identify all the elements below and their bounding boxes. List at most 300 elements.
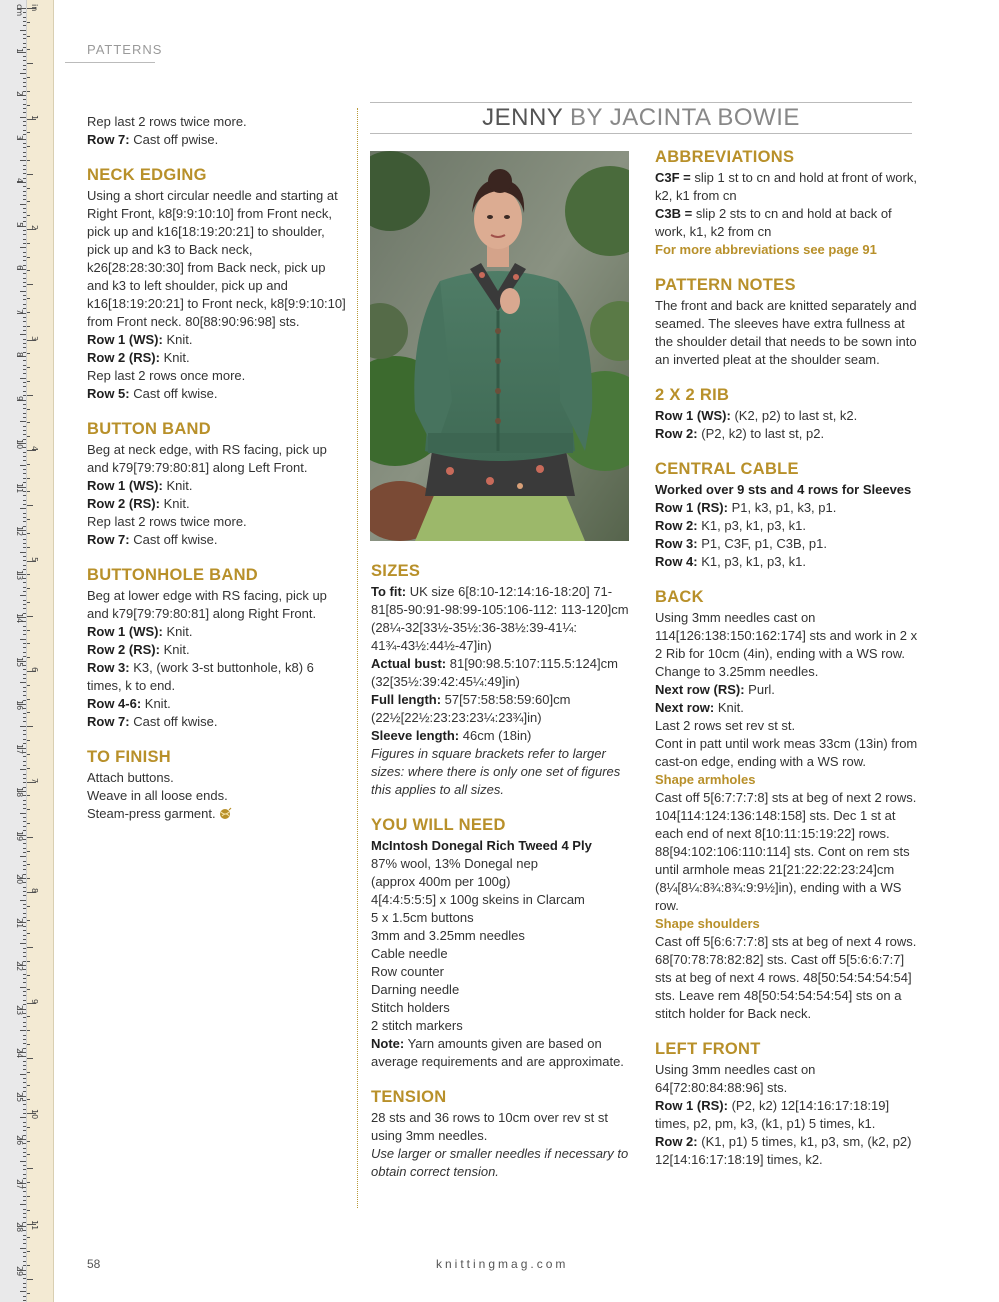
ruler-cm-label: 12	[15, 526, 24, 537]
ruler-tick	[23, 1217, 26, 1218]
ruler-tick	[27, 505, 33, 506]
yarn-name: McIntosh Donegal Rich Tweed 4 Ply	[371, 838, 592, 853]
ruler-tick	[20, 73, 26, 74]
ruler-tick	[23, 939, 26, 940]
ruler-tick	[27, 36, 30, 37]
ruler-tick	[20, 682, 26, 683]
title-byline: BY JACINTA BOWIE	[570, 104, 800, 131]
ruler-tick	[23, 295, 26, 296]
ruler-tick	[23, 721, 26, 722]
ruler-tick	[23, 591, 26, 592]
ruler-tick	[23, 674, 26, 675]
ruler-tick	[23, 43, 26, 44]
ruler-tick	[20, 117, 26, 118]
ruler-tick	[23, 147, 26, 148]
ruler-in-label: 9	[30, 998, 39, 1004]
buttonhole-row1: Row 1 (WS): Knit.	[87, 624, 193, 639]
ruler-tick	[23, 891, 26, 892]
ruler-tick	[27, 312, 30, 313]
ruler-tick	[27, 188, 30, 189]
ruler-tick	[27, 1141, 30, 1142]
ruler-tick	[20, 639, 26, 640]
ruler-tick	[20, 595, 26, 596]
ruler-tick	[27, 975, 30, 976]
ruler-tick	[23, 99, 26, 100]
ruler-tick	[23, 191, 26, 192]
ruler-tick	[23, 1213, 26, 1214]
ruler-tick	[27, 257, 30, 258]
back-next-row-rs: Next row (RS): Purl.	[655, 682, 775, 697]
column-middle	[371, 561, 636, 1181]
ruler-cm-label: 27	[15, 1178, 24, 1189]
ruler-tick	[23, 1000, 26, 1001]
tension-heading: TENSION	[371, 1088, 447, 1106]
ruler-tick	[23, 282, 26, 283]
finish-line-1: Attach buttons.	[87, 770, 174, 785]
cable-intro: Worked over 9 sts and 4 rows for Sleeves	[655, 482, 912, 497]
ruler-tick	[23, 1078, 26, 1079]
neck-row1: Row 1 (WS): Knit.	[87, 332, 193, 347]
ruler-tick	[23, 669, 26, 670]
ruler-tick	[27, 409, 30, 410]
ruler-tick	[27, 795, 30, 796]
you-will-need-heading: YOU WILL NEED	[371, 816, 506, 834]
cable-row1: Row 1 (RS): P1, k3, p1, k3, p1.	[655, 500, 837, 515]
need-note: Note: Yarn amounts given are based on average requirements and are approximate.	[371, 1036, 624, 1069]
yarn-ball-icon	[219, 807, 232, 820]
ruler-tick	[27, 1196, 30, 1197]
ruler-tick	[23, 1152, 26, 1153]
ruler-tick	[27, 1279, 33, 1280]
ruler-tick	[23, 199, 26, 200]
abbr-c3f: C3F = slip 1 st to cn and hold at front of work, k2, k1 from cn	[655, 170, 917, 203]
ruler-in-label: 6	[30, 667, 39, 673]
ruler-in-label: 10	[30, 1109, 39, 1120]
ruler-tick	[20, 30, 26, 31]
ruler-tick	[23, 600, 26, 601]
need-item: 3mm and 3.25mm needles	[371, 928, 525, 943]
ruler-tick	[23, 865, 26, 866]
ruler-tick	[23, 1252, 26, 1253]
neck-row2: Row 2 (RS): Knit.	[87, 350, 190, 365]
ruler-tick	[23, 260, 26, 261]
ruler-tick	[23, 25, 26, 26]
ruler-tick	[20, 204, 26, 205]
ruler-tick	[23, 365, 26, 366]
ruler-tick	[23, 1283, 26, 1284]
ruler-tick	[27, 1251, 30, 1252]
ruler-tick	[23, 730, 26, 731]
ruler-tick	[23, 1035, 26, 1036]
pattern-notes-text: The front and back are knitted separately and seamed. The sleeves have extra fullness at the shoulder detail that needs to be sown into an inverted pleat at the shoulder seam.	[655, 298, 917, 367]
ruler-tick	[23, 386, 26, 387]
ruler-tick	[23, 104, 26, 105]
intro-line: Rep last 2 rows twice more.	[87, 114, 247, 129]
ruler-tick	[23, 1235, 26, 1236]
ruler-tick	[20, 552, 26, 553]
ruler-tick	[23, 517, 26, 518]
ruler-tick	[23, 778, 26, 779]
ruler-tick	[23, 112, 26, 113]
neck-row5: Row 5: Cast off kwise.	[87, 386, 218, 401]
buttonhole-row7: Row 7: Cast off kwise.	[87, 714, 218, 729]
ruler-cm-label: 13	[15, 569, 24, 580]
ruler-tick	[27, 298, 30, 299]
buttonhole-row2: Row 2 (RS): Knit.	[87, 642, 190, 657]
shape-shoulders-subheading: Shape shoulders	[655, 916, 760, 931]
ruler-tick	[27, 768, 30, 769]
ruler-tick	[23, 1104, 26, 1105]
ruler-tick	[20, 247, 26, 248]
ruler-tick	[23, 604, 26, 605]
ruler-tick	[27, 478, 30, 479]
ruler-tick	[23, 995, 26, 996]
sizes-sleeve: Sleeve length: 46cm (18in)	[371, 728, 532, 743]
buttonhole-band-heading: BUTTONHOLE BAND	[87, 566, 259, 584]
ruler-tick	[27, 947, 33, 948]
ruler-tick	[27, 740, 30, 741]
central-cable-heading: CENTRAL CABLE	[655, 460, 799, 478]
ruler-cm-label: 20	[15, 874, 24, 885]
title-rule-top	[370, 102, 912, 103]
ruler-tick	[23, 765, 26, 766]
cable-row2: Row 2: K1, p3, k1, p3, k1.	[655, 518, 807, 533]
ruler-tick	[27, 754, 30, 755]
ruler-tick	[23, 826, 26, 827]
back-cont: Cont in patt until work meas 33cm (13in) from cast-on edge, ending with a WS row.	[655, 736, 918, 769]
ruler-tick	[27, 547, 30, 548]
ruler-tick	[27, 146, 30, 147]
ruler-tick	[23, 687, 26, 688]
ruler-cm-label: 5	[15, 221, 24, 227]
ruler-cm-label: 2	[15, 91, 24, 97]
ruler-tick	[23, 434, 26, 435]
ruler-tick	[23, 634, 26, 635]
button-repeat: Rep last 2 rows twice more.	[87, 514, 247, 529]
ruler-tick	[20, 378, 26, 379]
ruler-tick	[23, 125, 26, 126]
ruler-tick	[27, 63, 33, 64]
ruler-tick	[23, 34, 26, 35]
left-front-row2: Row 2: (K1, p1) 5 times, k1, p3, sm, (k2, p2) 12[14:16:17:18:19] times, k2.	[655, 1134, 912, 1167]
ruler-tick	[27, 1058, 33, 1059]
ruler-tick	[23, 1256, 26, 1257]
ruler-tick	[23, 186, 26, 187]
ruler-tick	[20, 856, 26, 857]
ruler-tick	[23, 991, 26, 992]
ruler-tick	[23, 38, 26, 39]
ruler-tick	[23, 582, 26, 583]
ruler-tick	[23, 195, 26, 196]
back-text: Using 3mm needles cast on 114[126:138:150:162:174] sts and work in 2 x 2 Rib for 10cm (4in), ending with a WS row. Change to 3.25mm needles.	[655, 610, 918, 679]
need-item: 4[4:4:5:5:5] x 100g skeins in Clarcam	[371, 892, 585, 907]
ruler-tick	[23, 382, 26, 383]
button-row2: Row 2 (RS): Knit.	[87, 496, 190, 511]
section-tag-rule	[65, 62, 155, 63]
column-left	[87, 113, 349, 823]
ruler-tick	[23, 560, 26, 561]
ruler-tick	[23, 643, 26, 644]
model-photo	[370, 151, 629, 541]
ruler-tick	[27, 353, 30, 354]
shape-armholes-subheading: Shape armholes	[655, 772, 756, 787]
ruler-cm-label: 26	[15, 1135, 24, 1146]
ruler-tick	[27, 1154, 30, 1155]
ruler-tick	[23, 217, 26, 218]
ruler-tick	[23, 299, 26, 300]
ruler-tick	[27, 491, 30, 492]
ruler-tick	[23, 539, 26, 540]
ruler-tick	[23, 1261, 26, 1262]
ruler-tick	[23, 169, 26, 170]
left-front-text: Using 3mm needles cast on 64[72:80:84:88:96] sts.	[655, 1062, 816, 1095]
ruler-tick	[23, 974, 26, 975]
column-right	[655, 147, 920, 1169]
ruler-tick	[23, 1209, 26, 1210]
ruler-tick	[23, 417, 26, 418]
back-next-row: Next row: Knit.	[655, 700, 744, 715]
ruler-tick	[27, 643, 30, 644]
ruler-cm-label: 21	[15, 917, 24, 928]
rib-row1: Row 1 (WS): (K2, p2) to last st, k2.	[655, 408, 858, 423]
ruler-tick	[27, 1044, 30, 1045]
need-item: Row counter	[371, 964, 444, 979]
ruler-tick	[23, 1196, 26, 1197]
ruler-tick	[27, 699, 30, 700]
page-number: 58	[87, 1257, 101, 1271]
ruler-tick	[20, 421, 26, 422]
ruler-tick	[27, 519, 30, 520]
ruler-tick	[20, 1117, 26, 1118]
need-item: Stitch holders	[371, 1000, 450, 1015]
ruler-tick	[23, 317, 26, 318]
sizes-heading: SIZES	[371, 562, 421, 580]
ruler-tick	[23, 908, 26, 909]
ruler-cm-label: 29	[15, 1265, 24, 1276]
ruler-tick	[23, 1113, 26, 1114]
ruler-tick	[23, 695, 26, 696]
sizes-length: Full length: 57[57:58:58:59:60]cm (22½[22½:23:23:23¼:23¾]in)	[371, 692, 571, 725]
ruler-tick	[23, 239, 26, 240]
ruler-tick	[23, 304, 26, 305]
ruler-tick	[23, 426, 26, 427]
need-item: 2 stitch markers	[371, 1018, 463, 1033]
ruler-tick	[23, 456, 26, 457]
ruler-tick	[20, 1074, 26, 1075]
ruler-tick	[23, 326, 26, 327]
ruler-tick	[23, 608, 26, 609]
ruler-tick	[23, 913, 26, 914]
ruler-cm-label: 3	[15, 134, 24, 140]
ruler-tick	[27, 1168, 33, 1169]
ruler-tick	[23, 252, 26, 253]
ruler-tick	[27, 837, 33, 838]
ruler-tick	[23, 1169, 26, 1170]
ruler-tick	[23, 647, 26, 648]
ruler-tick	[23, 165, 26, 166]
ruler-tick	[23, 173, 26, 174]
ruler-tick	[27, 657, 30, 658]
ruler-tick	[27, 1085, 30, 1086]
ruler-tick	[27, 1237, 30, 1238]
ruler-tick	[27, 1099, 30, 1100]
ruler-cm-label: 25	[15, 1091, 24, 1102]
ruler-tick	[27, 132, 30, 133]
ruler-tick	[27, 367, 30, 368]
ruler-tick	[23, 413, 26, 414]
neck-edging-heading: NECK EDGING	[87, 166, 207, 184]
ruler-tick	[23, 1017, 26, 1018]
ruler-tick	[23, 17, 26, 18]
ruler-cm-label: 9	[15, 395, 24, 401]
ruler-tick	[23, 713, 26, 714]
ruler-tick	[27, 630, 30, 631]
ruler-tick	[20, 1248, 26, 1249]
ruler-tick	[27, 395, 33, 396]
ruler-tick	[23, 691, 26, 692]
ruler-tick	[23, 330, 26, 331]
ruler-tick	[23, 1082, 26, 1083]
ruler-tick	[23, 1043, 26, 1044]
ruler-tick	[20, 1291, 26, 1292]
need-item: 87% wool, 13% Donegal nep	[371, 856, 538, 871]
ruler-tick	[27, 906, 30, 907]
ruler-tick	[23, 1109, 26, 1110]
ruler-tick	[23, 1239, 26, 1240]
ruler-tick	[27, 712, 30, 713]
ruler-tick	[23, 956, 26, 957]
ruler-tick	[27, 284, 33, 285]
ruler-tick	[27, 989, 30, 990]
ruler-tick	[27, 1210, 30, 1211]
ruler-tick	[23, 273, 26, 274]
need-item: Cable needle	[371, 946, 448, 961]
left-front-row1: Row 1 (RS): (P2, k2) 12[14:16:17:18:19] times, p2, pm, k3, (k1, p1) 5 times, k1.	[655, 1098, 890, 1131]
ruler-tick	[20, 291, 26, 292]
ruler-tick	[23, 65, 26, 66]
ruler-tick	[23, 56, 26, 57]
ruler-tick	[23, 808, 26, 809]
ruler-tick	[23, 1061, 26, 1062]
ruler-tick	[23, 717, 26, 718]
button-row1: Row 1 (WS): Knit.	[87, 478, 193, 493]
ruler-tick	[23, 626, 26, 627]
ruler-tick	[23, 408, 26, 409]
ruler-tick	[20, 813, 26, 814]
ruler-tick	[23, 347, 26, 348]
ruler-tick	[23, 234, 26, 235]
ruler-tick	[27, 201, 30, 202]
ruler-tick	[23, 848, 26, 849]
ruler-tick	[23, 895, 26, 896]
ruler-tick	[27, 878, 30, 879]
ruler-tick	[23, 821, 26, 822]
ruler-tick	[27, 77, 30, 78]
ruler-tick	[20, 160, 26, 161]
sizes-fit: To fit: UK size 6[8:10-12:14:16-18:20] 71-81[85-90:91-98:99-105:106-112: 113-120]cm (28¼-32[33½-35½:36-38½:39-41¼: 41¾-43½:44½-47]in)	[371, 584, 629, 653]
ruler-tick	[23, 930, 26, 931]
ruler-in-label: 4	[30, 446, 39, 452]
ruler-tick	[23, 817, 26, 818]
neck-repeat: Rep last 2 rows once more.	[87, 368, 246, 383]
ruler-tick	[23, 1130, 26, 1131]
ruler-tick	[23, 1122, 26, 1123]
ruler-tick	[27, 851, 30, 852]
ruler-cm-label: 19	[15, 830, 24, 841]
ruler-tick	[23, 565, 26, 566]
ruler-tick	[23, 547, 26, 548]
ruler-cm-label: cm	[15, 4, 24, 17]
ruler-tick	[23, 678, 26, 679]
ruler-tick	[27, 270, 30, 271]
ruler-in-label: 5	[30, 556, 39, 562]
ruler-tick	[23, 869, 26, 870]
ruler-tick	[23, 782, 26, 783]
need-item: (approx 400m per 100g)	[371, 874, 511, 889]
ruler-tick	[23, 286, 26, 287]
ruler-tick	[23, 156, 26, 157]
ruler-tick	[27, 685, 30, 686]
ruler-tick	[23, 935, 26, 936]
ruler-cm-label: 17	[15, 743, 24, 754]
ruler-tick	[23, 243, 26, 244]
ruler-tick	[23, 521, 26, 522]
ruler-cm-label: 11	[15, 482, 24, 493]
ruler-tick	[20, 726, 26, 727]
buttonhole-row3: Row 3: K3, (work 3-st buttonhole, k8) 6 times, k to end.	[87, 660, 314, 693]
ruler-tick	[23, 904, 26, 905]
ruler-tick	[23, 504, 26, 505]
ruler-in-label: 11	[30, 1219, 39, 1230]
ruler-tick	[23, 852, 26, 853]
finish-line-3: Steam-press garment.	[87, 805, 349, 823]
ruler-tick	[20, 465, 26, 466]
ruler-tick	[23, 478, 26, 479]
ruler-tick	[27, 326, 30, 327]
button-row7: Row 7: Cast off kwise.	[87, 532, 218, 547]
ruler-tick	[23, 86, 26, 87]
ruler-tick	[23, 1148, 26, 1149]
ruler-cm-label: 23	[15, 1004, 24, 1015]
neck-edging-text: Using a short circular needle and starting at Right Front, k8[9:9:10:10] from Front neck, pick up and k16[18:19:20:21] to shoulder, pick up and k3 to Back neck, k26[28:28:30:30] from Back neck, pick up and k3 to left shoulder, pick up and k16[18:19:20:21] to Front neck, k8[9:9:10:10] from Front neck. 80[88:90:96:98] sts.	[87, 188, 346, 329]
ruler-tick	[23, 1156, 26, 1157]
button-band-heading: BUTTON BAND	[87, 420, 211, 438]
ruler	[0, 0, 54, 1302]
ruler-tick	[23, 130, 26, 131]
cable-row4: Row 4: K1, p3, k1, p3, k1.	[655, 554, 807, 569]
ruler-tick	[23, 1165, 26, 1166]
ruler-tick	[23, 69, 26, 70]
page-title	[370, 104, 912, 132]
ruler-tick	[23, 843, 26, 844]
ruler-tick	[23, 804, 26, 805]
ruler-tick	[23, 652, 26, 653]
ruler-tick	[23, 430, 26, 431]
ruler-cm-label: 10	[15, 439, 24, 450]
ruler-tick	[23, 373, 26, 374]
ruler-tick	[23, 212, 26, 213]
ruler-tick	[27, 1265, 30, 1266]
title-name: JENNY	[482, 104, 563, 131]
ruler-tick	[23, 952, 26, 953]
left-front-heading: LEFT FRONT	[655, 1040, 761, 1058]
ruler-tick	[23, 982, 26, 983]
ruler-tick	[23, 978, 26, 979]
ruler-tick	[23, 339, 26, 340]
ruler-tick	[23, 208, 26, 209]
button-band-text: Beg at neck edge, with RS facing, pick up and k79[79:79:80:81] along Left Front.	[87, 442, 327, 475]
more-abbreviations-link[interactable]: For more abbreviations see page 91	[655, 242, 877, 257]
